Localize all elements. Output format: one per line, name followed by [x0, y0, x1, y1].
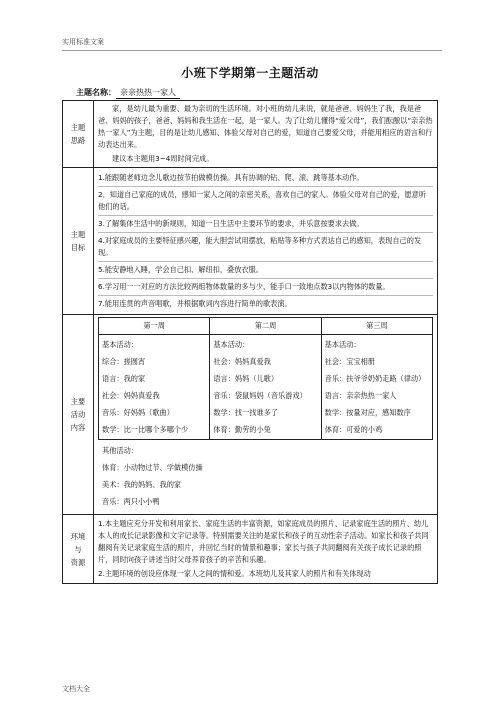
thinking-row: [63, 101, 438, 168]
theme-name-value: 亲亲热热一家人: [116, 88, 180, 99]
theme-plan-table: [62, 100, 438, 584]
theme-name-row: [76, 87, 180, 98]
page-header: 实用标准文案: [62, 38, 104, 46]
environment-content: [94, 515, 438, 584]
environment-label: [63, 515, 94, 584]
thinking-label-line: 主题: [70, 123, 86, 132]
week-1-activities: [99, 335, 210, 440]
page-footer: 文档大全: [62, 685, 90, 693]
header-divider: [62, 50, 442, 51]
activities-label-line: 活动: [70, 410, 86, 419]
goal-item: 5.能安静地入睡，学会自己扣、解纽扣，叠放衣服。: [98, 262, 433, 279]
thinking-text: 家，是幼儿最为重要、最为亲切的生活环境。对小班的幼儿来说，就是爸爸、妈妈生了我，我是爸爸、妈妈的孩子，爸爸、妈妈和我生活在一起，是一家人。为了让幼儿懂得“爱父母”，我们酝酿以“亲亲热热一家人”为主题，目的是让幼儿感知、体验父母对自己的爱，知道自己要爱父母，并能用相应的语言和行动表达出来。: [98, 104, 433, 149]
environment-row: [63, 515, 438, 584]
activities-label-line: 内容: [70, 423, 86, 432]
activity-line: 体育：可爱的小鸡: [324, 425, 383, 434]
activity-line: 语言：我的家: [102, 374, 146, 383]
activity-line: 数学：找一找谁多了: [213, 408, 279, 417]
activity-line: 语言：妈妈（儿歌）: [213, 374, 279, 383]
activity-line: 体育：勤劳的小兔: [213, 425, 271, 434]
activity-line: 数学：比一比哪个多哪个少: [102, 425, 189, 434]
goal-item: 2．知道自己家庭的成员，感知一家人之间的亲密关系，喜欢自己的家人。体验父母对自己的爱，愿意听他们的话。: [98, 187, 433, 216]
goals-label: [63, 168, 94, 315]
activity-line: 数学：按量对应，感知数序: [324, 408, 411, 417]
other-activity-line: 体育：小动物过节、学做模仿操: [102, 463, 203, 472]
activity-line: 综合：搓圆宵: [102, 357, 146, 366]
other-activities: [98, 440, 433, 512]
activities-content: [94, 315, 438, 515]
goals-label-line: 目标: [70, 243, 86, 252]
goal-item: 3.了解集体生活中的新规则，知道一日生活中主要环节的要求，并乐意按要求去做。: [98, 216, 433, 233]
environment-label-line: 与: [74, 544, 82, 554]
goals-row: [63, 168, 438, 315]
activity-line: 基本活动：: [102, 340, 138, 349]
activities-row: [63, 315, 438, 515]
environment-label-line: 环境: [70, 531, 86, 541]
theme-name-label: 主题名称：: [76, 88, 116, 97]
goal-item: 7.能用连贯的声音唱歌，并根据歌词内容进行简单的歌表演。: [98, 299, 292, 308]
goal-item: 1.能跟随老师边念儿歌边按节拍做模仿操。具有协调的钻、爬、滚、跳等基本动作。: [98, 170, 433, 187]
activity-line: 社会：妈妈真爱我: [102, 391, 160, 400]
environment-item: 1.本主题应充分开发和利用家长、家庭生活的丰富资源，如家庭成员的照片、记录家庭生活的照片、幼儿本人的成长记录影像和文字记录等。特别需要关注的是家长和孩子的互动性亲子活动。如家长和孩子共同翻阅有关记录家庭生活的照片，并回忆当时的情景和趣事；家长与孩子共同翻阅有关孩子成长记录的照片，同时向孩子讲述当时父母养育孩子的辛苦和乐趣。: [98, 519, 429, 564]
activity-line: 基本活动：: [213, 340, 250, 349]
thinking-label: [63, 101, 94, 168]
weekly-activities-table: [98, 317, 433, 440]
other-activity-line: 其他活动：: [102, 446, 138, 455]
activities-label-line: 主要: [70, 397, 86, 406]
other-activity-line: 音乐：两只小小鸭: [102, 497, 160, 506]
week-2-activities: [210, 335, 321, 440]
activity-line: 社会：妈妈真爱我: [213, 357, 271, 366]
activity-line: 基本活动：: [324, 340, 361, 349]
week-header: 第三周: [321, 318, 432, 335]
thinking-content: [94, 101, 438, 168]
goal-item: 4.对家庭成员的主要特征感兴趣，能大胆尝试用摆放、粘贴等多种方式表达自己的感知，表现自己的发现。: [98, 233, 433, 262]
activity-line: 社会：宝宝相册: [324, 357, 375, 366]
environment-label-line: 资源: [70, 557, 86, 567]
activity-line: 音乐：扶爷爷奶奶走路（律动）: [324, 374, 426, 383]
activity-line: 语言：亲亲热热一家人: [324, 391, 397, 400]
page-title: 小班下学期第一主题活动: [181, 66, 319, 80]
environment-item: 2.主题环境的创设应体现一家人之间的情和爱。本班幼儿及其家人的照片和有关体现动: [98, 569, 371, 578]
goal-item: 6.学习用一一对应的方法比较两组物体数量的多与少，能手口一致地点数3以内物体的数量。: [98, 279, 433, 296]
week-header: 第二周: [210, 318, 321, 335]
activity-line: 音乐：好妈妈（歌曲）: [102, 408, 174, 417]
thinking-label-line: 思路: [70, 136, 86, 145]
week-header: 第一周: [99, 318, 210, 335]
thinking-note: 建议本主题用3~4周时间完成。: [112, 154, 214, 163]
activity-line: 音乐：袋鼠妈妈（音乐游戏）: [213, 391, 307, 400]
other-activity-line: 美术：我的妈妈、我的家: [102, 480, 182, 489]
activities-label: [63, 315, 94, 515]
week-3-activities: [321, 335, 432, 440]
goals-content: [94, 168, 438, 315]
goals-label-line: 主题: [70, 230, 86, 239]
